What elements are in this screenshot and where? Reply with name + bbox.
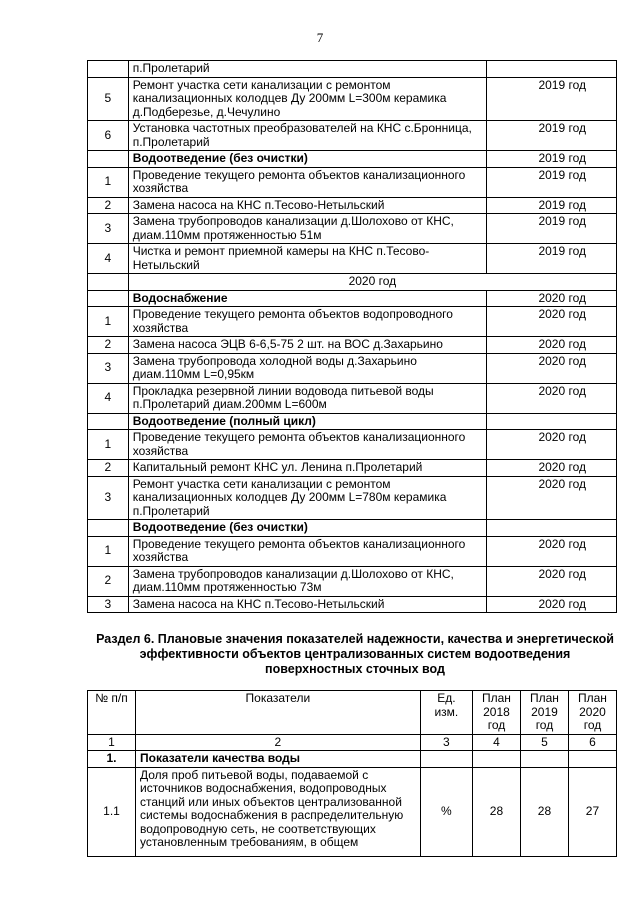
row-year: 2020 год (486, 460, 616, 477)
row-num: 3 (88, 353, 129, 383)
table-row (88, 167, 617, 197)
table-row (88, 566, 617, 596)
row-description: Проведение текущего ремонта объектов водопроводного хозяйства (128, 307, 486, 337)
row-plan-2020: 27 (568, 767, 616, 856)
column-number-row (88, 734, 617, 751)
table-row (88, 274, 617, 291)
row-description: Проведение текущего ремонта объектов канализационного хозяйства (128, 430, 486, 460)
header-indicator: Показатели (135, 691, 420, 735)
table-row (88, 61, 617, 78)
col-number: 6 (568, 734, 616, 751)
section-num: 1. (88, 751, 136, 768)
row-year (486, 520, 616, 537)
row-description: п.Пролетарий (128, 61, 486, 78)
row-year: 2019 год (486, 77, 616, 121)
row-year: 2020 год (486, 353, 616, 383)
table-row (88, 476, 617, 520)
table-row (88, 353, 617, 383)
table-row (88, 413, 617, 430)
row-description: Замена насоса ЭЦВ 6-6,5-75 2 шт. на ВОС д.Захарьино (128, 337, 486, 354)
row-num (88, 413, 129, 430)
row-description: Замена трубопроводов канализации д.Шолохово от КНС, диам.110мм протяженностью 51м (128, 214, 486, 244)
row-year (486, 61, 616, 78)
table-row (88, 197, 617, 214)
row-description: Ремонт участка сети канализации с ремонтом канализационных колодцев Ду 200мм L=780м керамика п.Пролетарий (128, 476, 486, 520)
row-year: 2019 год (486, 151, 616, 168)
header-plan-2019: План 2019 год (520, 691, 568, 735)
table-row (88, 337, 617, 354)
row-num (88, 290, 129, 307)
row-year (486, 413, 616, 430)
row-description: Капитальный ремонт КНС ул. Ленина п.Пролетарий (128, 460, 486, 477)
row-description: Проведение текущего ремонта объектов канализационного хозяйства (128, 167, 486, 197)
row-year: 2020 год (486, 476, 616, 520)
row-group-title: Водоснабжение (128, 290, 486, 307)
row-num: 1 (88, 307, 129, 337)
row-year: 2020 год (486, 383, 616, 413)
row-description: Ремонт участка сети канализации с ремонтом канализационных колодцев Ду 200мм L=300м керамика д.Подберезье, д.Чечулино (128, 77, 486, 121)
table-row (88, 430, 617, 460)
row-group-title: Водоотведение (полный цикл) (128, 413, 486, 430)
row-year: 2020 год (486, 290, 616, 307)
section-title: Показатели качества воды (135, 751, 420, 768)
row-plan-2018: 28 (472, 767, 520, 856)
row-num: 5 (88, 77, 129, 121)
row-num: 1 (88, 430, 129, 460)
row-num: 3 (88, 214, 129, 244)
col-number: 1 (88, 734, 136, 751)
section-heading: Раздел 6. Плановые значения показателей надежности, качества и энергетической эффективности объектов централизованных систем водоотведения поверхностных сточных вод (96, 632, 614, 676)
row-num: 2 (88, 566, 129, 596)
table-row (88, 244, 617, 274)
row-description: Замена насоса на КНС п.Тесово-Нетыльский (128, 197, 486, 214)
row-unit: % (420, 767, 472, 856)
row-year: 2019 год (486, 214, 616, 244)
row-num (88, 151, 129, 168)
table-row (88, 520, 617, 537)
indicators-table (87, 690, 617, 857)
row-year: 2020 год (486, 596, 616, 613)
row-num: 4 (88, 244, 129, 274)
row-num: 1 (88, 536, 129, 566)
col-number: 3 (420, 734, 472, 751)
row-year: 2020 год (486, 307, 616, 337)
header-plan-2018: План 2018 год (472, 691, 520, 735)
table-row (88, 121, 617, 151)
row-num: 2 (88, 460, 129, 477)
table-row (88, 383, 617, 413)
row-year: 2019 год (486, 197, 616, 214)
table-row (88, 460, 617, 477)
header-num: № п/п (88, 691, 136, 735)
section-row (88, 751, 617, 768)
year-divider: 2020 год (128, 274, 616, 291)
row-num: 1.1 (88, 767, 136, 856)
row-num: 3 (88, 476, 129, 520)
row-year: 2020 год (486, 430, 616, 460)
row-description: Замена трубопровода холодной воды д.Захарьино диам.110мм L=0,95км (128, 353, 486, 383)
row-plan-2019: 28 (520, 767, 568, 856)
row-description: Установка частотных преобразователей на КНС с.Бронница, п.Пролетарий (128, 121, 486, 151)
row-num: 1 (88, 167, 129, 197)
row-num: 3 (88, 596, 129, 613)
row-description: Чистка и ремонт приемной камеры на КНС п.Тесово-Нетыльский (128, 244, 486, 274)
table-row (88, 767, 617, 856)
header-unit: Ед. изм. (420, 691, 472, 735)
row-year: 2020 год (486, 337, 616, 354)
col-number: 2 (135, 734, 420, 751)
row-year: 2019 год (486, 244, 616, 274)
row-year: 2020 год (486, 536, 616, 566)
row-description: Замена насоса на КНС п.Тесово-Нетыльский (128, 596, 486, 613)
table-row (88, 596, 617, 613)
page-number: 7 (316, 30, 324, 45)
row-year: 2019 год (486, 121, 616, 151)
row-num: 2 (88, 337, 129, 354)
works-table (87, 60, 617, 613)
row-description: Проведение текущего ремонта объектов канализационного хозяйства (128, 536, 486, 566)
row-num: 2 (88, 197, 129, 214)
row-num: 6 (88, 121, 129, 151)
row-description: Прокладка резервной линии водовода питьевой воды п.Пролетарий диам.200мм L=600м (128, 383, 486, 413)
row-year: 2019 год (486, 167, 616, 197)
header-row (88, 691, 617, 735)
row-group-title: Водоотведение (без очистки) (128, 520, 486, 537)
col-number: 4 (472, 734, 520, 751)
table-row (88, 307, 617, 337)
row-year: 2020 год (486, 566, 616, 596)
table-row (88, 536, 617, 566)
row-group-title: Водоотведение (без очистки) (128, 151, 486, 168)
row-num (88, 61, 129, 78)
row-num: 4 (88, 383, 129, 413)
col-number: 5 (520, 734, 568, 751)
table-row (88, 77, 617, 121)
row-num (88, 520, 129, 537)
row-indicator: Доля проб питьевой воды, подаваемой с источников водоснабжения, водопроводных станций или иных объектов централизованной системы водоснабжения в распределительную водопроводную сеть, не соответствующих установленным требованиям, в общем (135, 767, 420, 856)
row-description: Замена трубопроводов канализации д.Шолохово от КНС, диам.110мм протяженностью 73м (128, 566, 486, 596)
table-row (88, 151, 617, 168)
header-plan-2020: План 2020 год (568, 691, 616, 735)
table-row (88, 214, 617, 244)
table-row (88, 290, 617, 307)
